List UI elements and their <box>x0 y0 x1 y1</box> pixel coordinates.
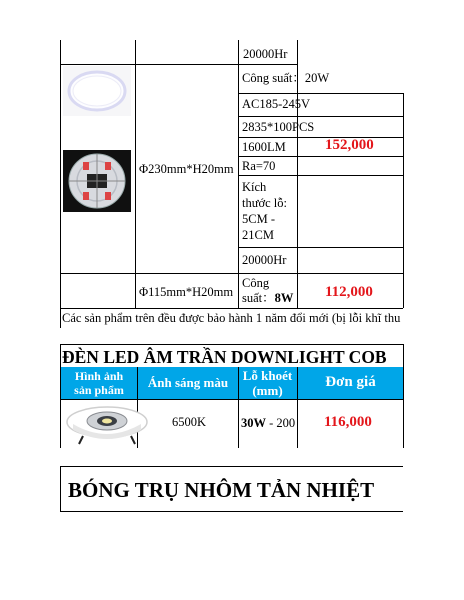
cob-top-line <box>60 344 403 345</box>
cob-header-price: Đơn giá <box>325 374 376 390</box>
product-a-ra: Ra=70 <box>242 159 276 173</box>
heat-border-left <box>60 466 61 512</box>
product-a-lumen: 1600LM <box>242 140 286 154</box>
table1-line <box>238 93 403 94</box>
cob-header-cutout <box>238 368 297 398</box>
table1-line <box>238 137 403 138</box>
cob-title: ĐÈN LED ÂM TRẦN DOWNLIGHT COB <box>62 347 387 367</box>
table1-line <box>238 175 403 176</box>
product-b-power-2 <box>242 291 293 306</box>
cob-power-value: 30W <box>241 416 266 430</box>
cob-header-image <box>61 369 137 397</box>
table1-line <box>238 156 403 157</box>
heat-title: BÓNG TRỤ NHÔM TẢN NHIỆT <box>68 478 375 502</box>
product-a-size: Φ230mm*H20mm <box>139 162 234 176</box>
downlight-image <box>63 400 151 446</box>
product-a-voltage: AC185-245V <box>242 97 311 111</box>
table1-line <box>60 273 403 274</box>
product-a-cutout-1: Kích <box>242 180 267 194</box>
cob-cutout-range: - 200 <box>266 416 296 430</box>
product-a-cutout-4: 21CM <box>242 228 274 242</box>
product-a-price: 152,000 <box>325 137 374 153</box>
table1-divider-img <box>135 40 136 308</box>
cob-header-cutout-2: (mm) <box>252 383 283 398</box>
product-b-size: Φ115mm*H20mm <box>139 285 234 299</box>
product-b-power-value: 8W <box>274 291 294 305</box>
product-b-power-prefix: suất： <box>242 291 275 305</box>
cob-light-value: 6500K <box>172 415 207 429</box>
lifetime-top: 20000Hr <box>243 47 288 61</box>
heat-bottom-line <box>60 511 403 512</box>
table1-border-left <box>60 40 61 328</box>
round-panel-image <box>63 66 131 116</box>
product-a-cutout-2: thước lỗ: <box>242 196 287 210</box>
table1-line <box>60 64 135 65</box>
product-a-life: 20000Hr <box>242 253 287 267</box>
panel-back-image <box>63 150 131 212</box>
product-b-power-1: Công <box>242 276 270 290</box>
warranty-note: Các sản phẩm trên đều được bảo hành 1 năm đổi mới (bị lỗi khĩ thu <box>62 311 401 325</box>
table1-line <box>238 116 403 117</box>
cob-header-image-2: sản phẩm <box>74 383 124 397</box>
cob-header-light: Ánh sáng màu <box>147 375 229 390</box>
table1-divider-size <box>238 40 239 308</box>
cob-border-right <box>403 344 404 448</box>
heat-top-line <box>60 466 403 467</box>
product-a-power: Công suất：20W <box>242 71 330 85</box>
cob-header-cutout-1: Lỗ khoét <box>242 368 293 383</box>
cob-price: 116,000 <box>324 414 372 430</box>
table1-border-right <box>403 93 404 308</box>
table1-line <box>60 308 403 309</box>
cob-header-image-1: Hình ảnh <box>74 369 124 383</box>
table1-line <box>135 64 297 65</box>
product-a-led: 2835*100PCS <box>242 120 315 134</box>
product-a-cutout-3: 5CM - <box>242 212 275 226</box>
cob-cutout-value <box>241 416 295 431</box>
product-b-price: 112,000 <box>325 284 373 300</box>
table1-line <box>238 247 403 248</box>
